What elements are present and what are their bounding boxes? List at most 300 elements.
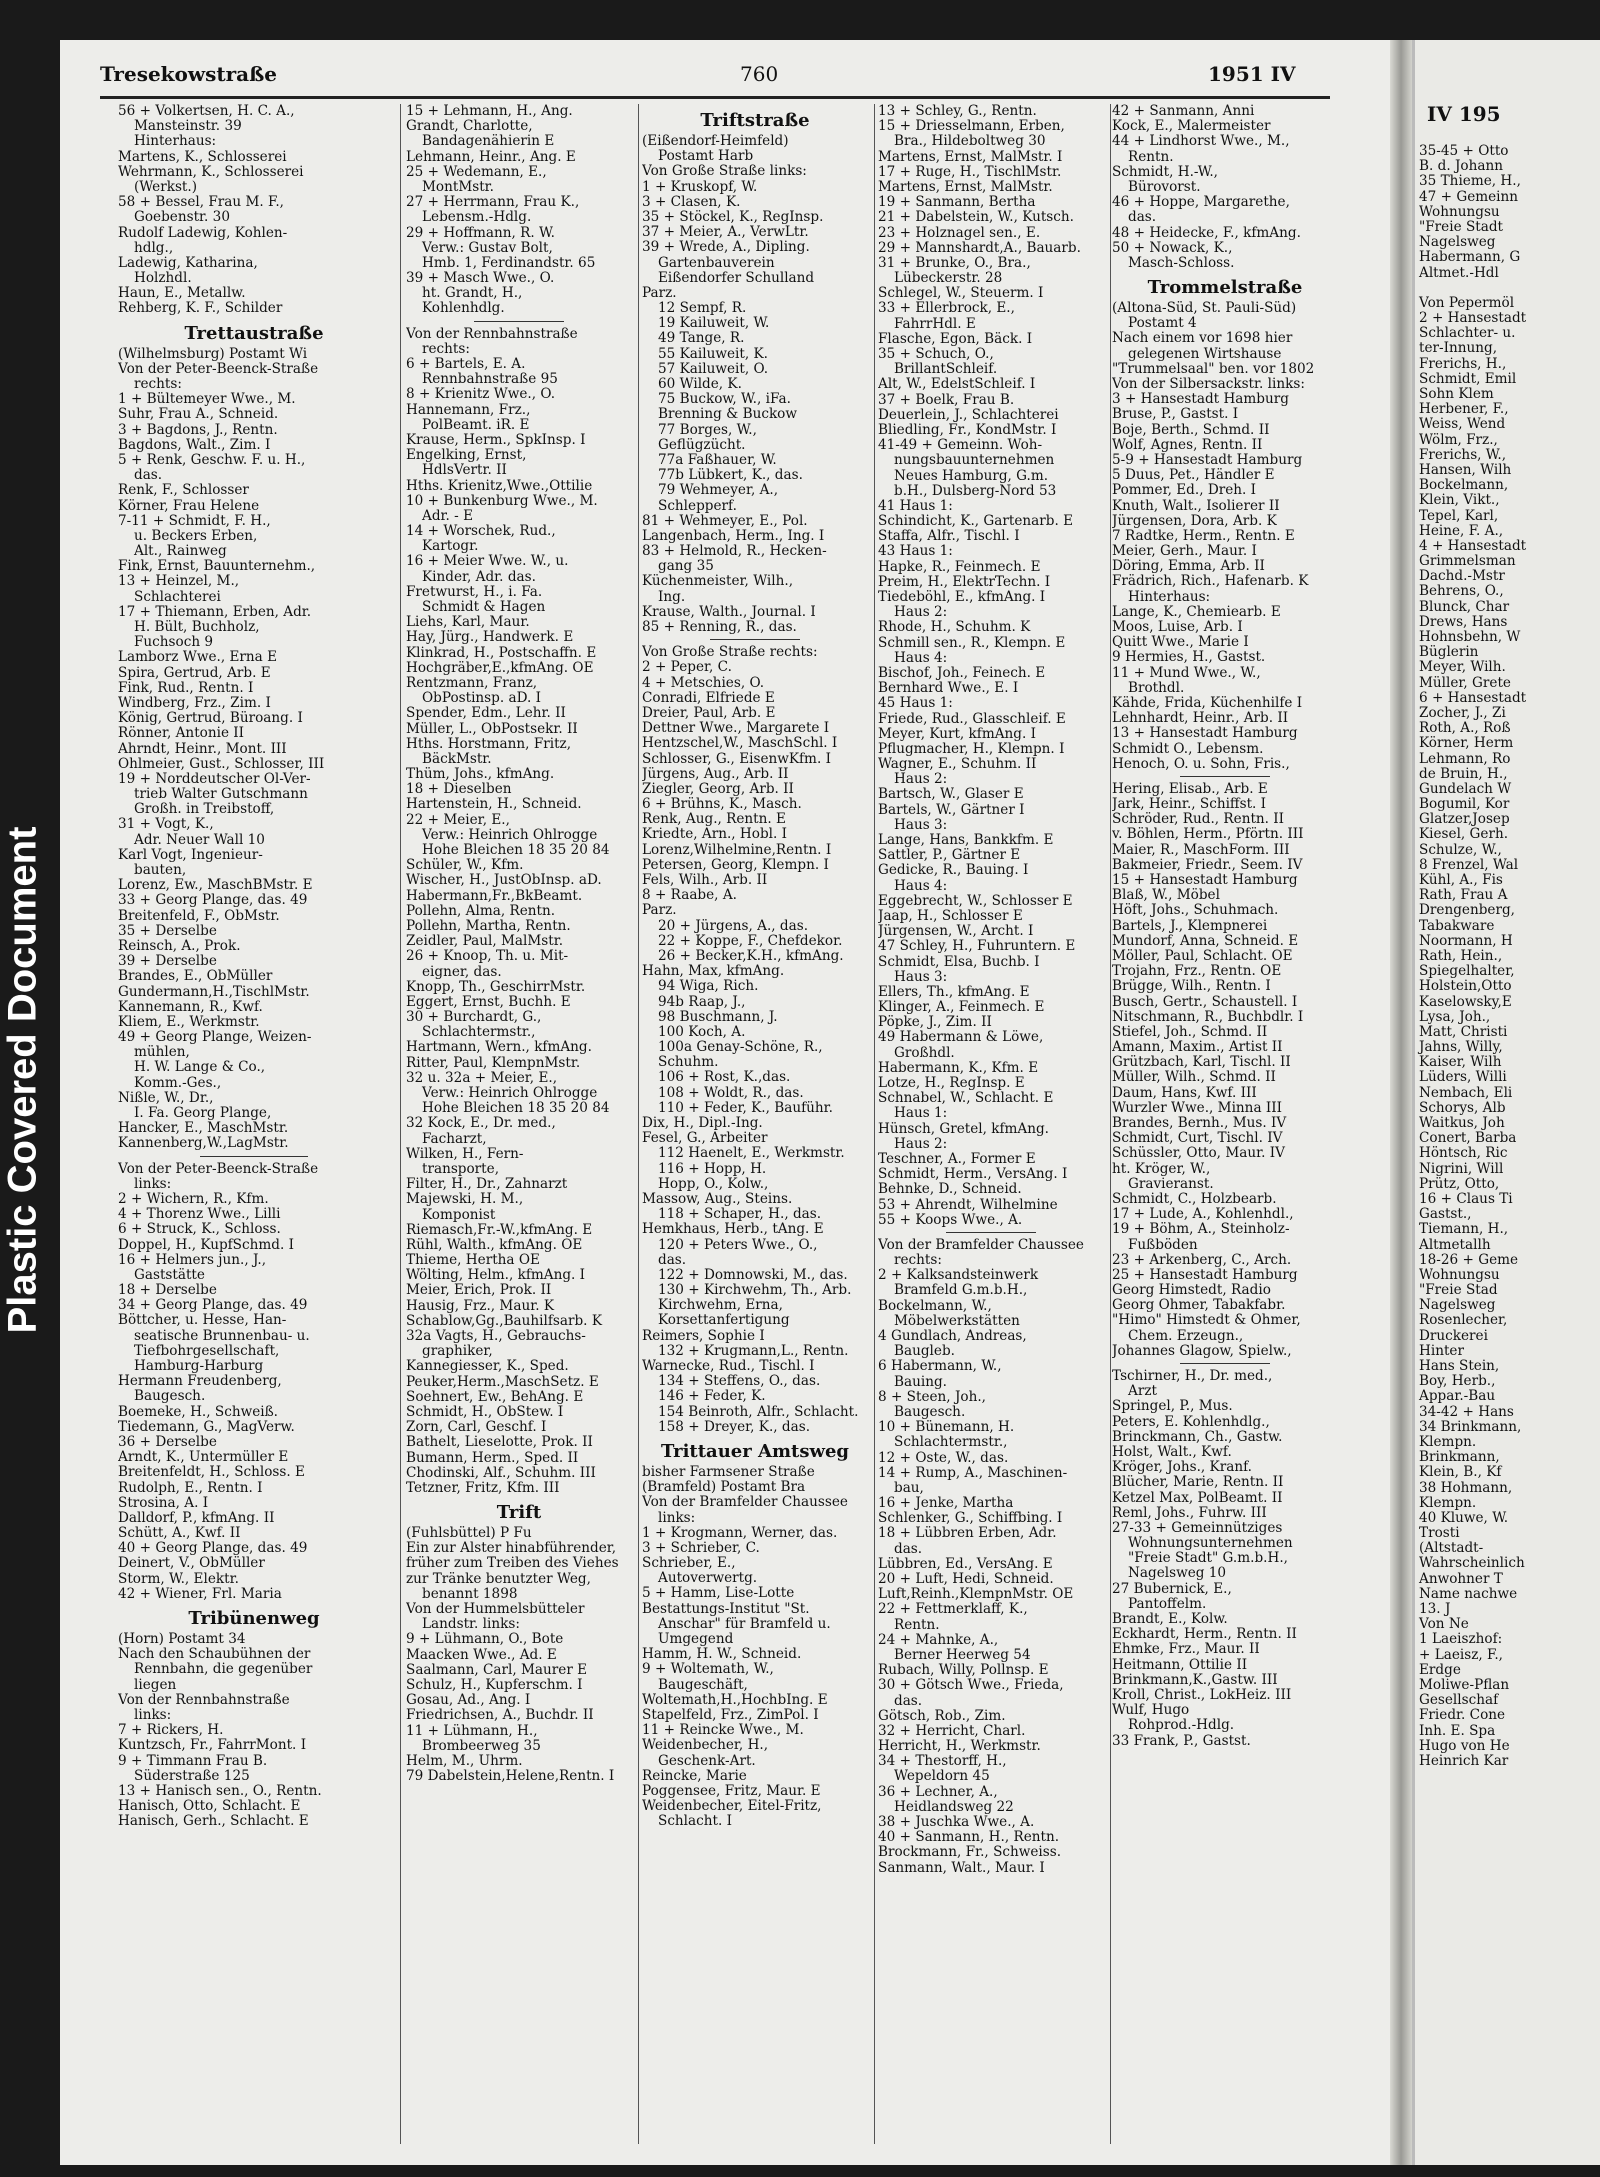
directory-entry: 24 + Mahnke, A.,: [878, 1632, 999, 1648]
directory-entry: 98 Buschmann, J.: [658, 1009, 778, 1025]
directory-entry: Haus 2:: [894, 772, 948, 788]
directory-entry: Busch, Gertr., Schaustell. I: [1112, 994, 1298, 1010]
directory-entry: Lorenz,Wilhelmine,Rentn. I: [642, 842, 832, 858]
directory-entry: + Laeisz, F.,: [1419, 1647, 1503, 1663]
directory-entry: Knuth, Walt., Isolierer II: [1112, 498, 1280, 514]
directory-entry: Chem. Erzeugn.,: [1128, 1328, 1244, 1344]
directory-entry: Dreier, Paul, Arb. E: [642, 705, 776, 721]
directory-entry: Wohnungsunternehmen: [1128, 1536, 1293, 1552]
directory-entry: Rennbahn, die gegenüber: [134, 1662, 313, 1678]
directory-entry: Höntsch, Ric: [1419, 1146, 1508, 1162]
directory-entry: 42 + Wiener, Frl. Maria: [118, 1586, 282, 1602]
directory-entry: Roth, A., Roß: [1419, 721, 1511, 737]
directory-entry: Drengenberg,: [1419, 903, 1515, 919]
directory-entry: 5 + Renk, Geschw. F. u. H.,: [118, 452, 306, 468]
directory-entry: 57 Kailuweit, O.: [658, 361, 769, 377]
directory-entry: 55 + Koops Wwe., A.: [878, 1212, 1023, 1228]
directory-entry: 146 + Feder, K.: [658, 1389, 766, 1405]
directory-entry: Goebenstr. 30: [134, 210, 230, 226]
directory-entry: 37 + Meier, A., VerwLtr.: [642, 225, 809, 241]
directory-entry: Suhr, Frau A., Schneid.: [118, 407, 279, 423]
street-heading: Triftstraße: [700, 110, 810, 131]
directory-entry: Wischer, H., JustObInsp. aD.: [406, 873, 602, 889]
directory-entry: rechts:: [422, 341, 470, 357]
directory-entry: Hinterhaus:: [134, 134, 217, 150]
directory-entry: Mansteinstr. 39: [134, 119, 242, 135]
directory-entry: 40 + Sanmann, H., Rentn.: [878, 1830, 1060, 1846]
directory-entry: 23 + Arkenberg, C., Arch.: [1112, 1252, 1292, 1268]
directory-entry: 13 + Heinzel, M.,: [118, 574, 240, 590]
directory-entry: Alt, W., EdelstSchleif. I: [878, 377, 1036, 393]
side-label: Plastic Covered Document: [0, 826, 45, 1334]
directory-entry: Kaselowsky,E: [1419, 994, 1512, 1010]
directory-entry: Schütt, A., Kwf. II: [118, 1526, 241, 1542]
directory-entry: Pollehn, Martha, Rentn.: [406, 918, 571, 934]
directory-entry: rechts:: [894, 1253, 942, 1269]
directory-entry: Brügge, Wilh., Rentn. I: [1112, 979, 1271, 995]
directory-entry: 49 + Georg Plange, Weizen-: [118, 1030, 312, 1046]
directory-entry: 58 + Bessel, Frau M. F.,: [118, 195, 284, 211]
directory-entry: 34 + Georg Plange, das. 49: [118, 1298, 308, 1314]
directory-entry: Von Pepermöl: [1419, 295, 1515, 311]
directory-entry: Eckhardt, Herm., Rentn. II: [1112, 1627, 1297, 1643]
directory-entry: 29 + Hoffmann, R. W.: [406, 225, 555, 241]
directory-entry: Postamt Harb: [658, 149, 754, 165]
column-3: [642, 104, 868, 1829]
directory-entry: Hannemann, Frz.,: [406, 402, 531, 418]
column-4: [878, 104, 1104, 1876]
directory-entry: 39 + Wrede, A., Dipling.: [642, 240, 810, 256]
directory-entry: Arndt, K., Untermüller E: [118, 1450, 289, 1466]
directory-entry: Komm.-Ges.,: [134, 1075, 222, 1091]
directory-entry: Doppel, H., KupfSchmd. I: [118, 1237, 294, 1253]
directory-entry: 42 + Sanmann, Anni: [1112, 104, 1255, 119]
directory-entry: 44 + Lindhorst Wwe., M.,: [1112, 134, 1290, 150]
directory-entry: Knopp, Th., GeschirrMstr.: [406, 979, 586, 995]
directory-entry: 40 + Georg Plange, das. 49: [118, 1541, 308, 1557]
directory-entry: 47 + Gemeinn: [1419, 189, 1519, 205]
directory-entry: (Werkst.): [134, 179, 198, 195]
directory-entry: Stapelfeld, Frz., ZimPol. I: [642, 1707, 819, 1723]
directory-entry: Hanisch, Gerh., Schlacht. E: [118, 1814, 309, 1830]
directory-entry: Moos, Luise, Arb. I: [1112, 620, 1243, 635]
directory-entry: 7-11 + Schmidt, F. H.,: [118, 513, 271, 529]
directory-entry: Fuchsoch 9: [134, 635, 214, 651]
directory-entry: 32 Kock, E., Dr. med.,: [406, 1116, 556, 1132]
directory-entry: Müller, Wilh., Schmd. II: [1112, 1070, 1276, 1086]
directory-entry: 79 Wehmeyer, A.,: [658, 483, 779, 499]
directory-entry: Nagelsweg: [1419, 1298, 1496, 1314]
directory-entry: Bogumil, Kor: [1419, 797, 1510, 813]
directory-entry: 13 + Hanisch sen., O., Rentn.: [118, 1783, 322, 1799]
directory-entry: Springel, P., Mus.: [1112, 1399, 1233, 1415]
directory-entry: Haus 2:: [894, 605, 948, 621]
directory-entry: Brandt, E., Kolw.: [1112, 1612, 1228, 1627]
directory-entry: 36 + Derselbe: [118, 1434, 217, 1450]
directory-entry: H. Bült, Buchholz,: [134, 620, 260, 635]
header-street: Tresekowstraße: [100, 62, 278, 86]
directory-entry: Rentn.: [894, 1617, 940, 1633]
directory-entry: transporte,: [422, 1161, 500, 1177]
directory-entry: Großhdl.: [894, 1045, 955, 1061]
directory-entry: Rohprod.-Hdlg.: [1128, 1718, 1235, 1734]
directory-entry: Fretwurst, H., i. Fa.: [406, 584, 543, 600]
street-heading: Trosti: [1419, 1526, 1460, 1542]
directory-entry: liegen: [134, 1677, 177, 1693]
directory-entry: Petersen, Georg, Klempn. I: [642, 857, 829, 873]
directory-entry: Möbelwerkstätten: [894, 1313, 1020, 1329]
directory-entry: 1 Laeiszhof:: [1419, 1632, 1503, 1648]
directory-entry: 32a Vagts, H., Gebrauchs-: [406, 1329, 586, 1344]
directory-entry: Wohnungsu: [1419, 204, 1500, 220]
directory-entry: Grützbach, Karl, Tischl. II: [1112, 1055, 1291, 1071]
directory-entry: Tepel, Karl,: [1419, 508, 1499, 524]
directory-entry: Frerichs, H.,: [1419, 356, 1507, 372]
directory-entry: Schmidt, C., Holzbearb.: [1112, 1191, 1277, 1207]
directory-entry: Schlepperf.: [658, 498, 737, 514]
directory-entry: Woltemath,H.,HochbIng. E: [642, 1692, 828, 1708]
directory-entry: 100 Koch, A.: [658, 1024, 746, 1040]
directory-entry: Sattler, P., Gärtner E: [878, 848, 1021, 864]
header-year: 1951 IV: [1208, 62, 1296, 86]
directory-entry: I. Fa. Georg Plange,: [134, 1106, 272, 1121]
directory-entry: Gosau, Ad., Ang. I: [406, 1693, 531, 1709]
directory-entry: 18 + Dieselben: [406, 782, 512, 798]
directory-entry: Kroll, Christ., LokHeiz. III: [1112, 1687, 1292, 1703]
directory-entry: Postamt 4: [1128, 316, 1197, 332]
directory-entry: 13. J: [1419, 1602, 1451, 1617]
directory-entry: Anschar" für Bramfeld u.: [658, 1616, 831, 1632]
directory-entry: Hermann Freudenberg,: [118, 1374, 282, 1390]
directory-entry: Rubach, Willy, Pollnsp. E: [878, 1663, 1049, 1679]
directory-entry: 12 + Oste, W., das.: [878, 1450, 1009, 1466]
directory-entry: Conert, Barba: [1419, 1131, 1517, 1147]
directory-entry: Reincke, Marie: [642, 1768, 747, 1784]
directory-entry: Moliwe-Pflan: [1419, 1677, 1510, 1693]
directory-entry: 4 + Metschies, O.: [642, 675, 765, 691]
directory-entry: 23 + Holznagel sen., E.: [878, 225, 1041, 241]
directory-entry: Verw.: Heinrich Ohlrogge: [422, 1086, 598, 1101]
directory-entry: 60 Wilde, K.: [658, 377, 742, 392]
directory-entry: Waitkus, Joh: [1419, 1116, 1505, 1131]
directory-entry: Rennbahnstraße 95: [422, 372, 558, 388]
directory-entry: Wepeldorn 45: [894, 1769, 990, 1785]
directory-entry: Gravieranst.: [1128, 1176, 1214, 1192]
directory-entry: 31 + Vogt, K.,: [118, 817, 214, 833]
directory-entry: Blaß, W., Möbel: [1112, 888, 1220, 904]
directory-entry: Nagelsweg: [1419, 235, 1496, 251]
directory-entry: Schröder, Rud., Rentn. II: [1112, 812, 1285, 828]
directory-entry: Schlachterei: [134, 589, 221, 605]
directory-entry: Bischof, Joh., Feinech. E: [878, 665, 1046, 681]
directory-entry: Adr. - E: [422, 508, 474, 524]
directory-entry: Haus 3:: [894, 817, 948, 833]
directory-entry: Von der Hummelsbütteler: [406, 1602, 585, 1617]
directory-entry: 29 + Mannshardt,A., Bauarb.: [878, 240, 1081, 256]
next-page: [1412, 40, 1600, 2165]
directory-entry: Engelking, Ernst,: [406, 448, 527, 464]
directory-entry: Kriedte, Arn., Hobl. I: [642, 827, 788, 843]
directory-entry: 20 + Luft, Hedi, Schneid.: [878, 1572, 1054, 1587]
directory-entry: 13 + Schley, G., Rentn.: [878, 104, 1037, 119]
directory-entry: 35-45 + Otto: [1419, 144, 1509, 159]
directory-entry: Von der Peter-Beenck-Straße: [118, 1161, 319, 1177]
directory-entry: Schmidt, Curt, Tischl. IV: [1112, 1131, 1283, 1147]
directory-entry: 5-9 + Hansestadt Hamburg: [1112, 452, 1303, 468]
directory-entry: Schmidt, Emil: [1419, 371, 1517, 387]
next-page-column: [1415, 144, 1600, 1769]
directory-entry: Jark, Heinr., Schiffst. I: [1112, 797, 1267, 813]
directory-entry: Pantoffelm.: [1128, 1596, 1207, 1612]
directory-entry: Herbener, F.,: [1419, 402, 1509, 418]
directory-entry: Rath, Frau A: [1419, 888, 1508, 904]
directory-entry: Holzhdl.: [134, 271, 192, 287]
directory-entry: Heinrich Kar: [1419, 1753, 1509, 1769]
directory-entry: Nembach, Eli: [1419, 1085, 1513, 1101]
directory-entry: 6 + Brühns, K., Masch.: [642, 797, 802, 813]
directory-entry: 26 + Becker,K.H., kfmAng.: [658, 948, 844, 964]
directory-entry: 17 + Lude, A., Kohlenhdl.,: [1112, 1207, 1294, 1223]
street-heading: Trommelstraße: [1147, 277, 1303, 299]
directory-entry: Hünsch, Gretel, kfmAng.: [878, 1121, 1050, 1137]
directory-entry: Chodinski, Alf., Schuhm. III: [406, 1465, 596, 1481]
directory-entry: 33 + Ellerbrock, E.,: [878, 301, 1015, 317]
directory-entry: Georg Ohmer, Tabakfabr.: [1112, 1298, 1286, 1314]
directory-entry: bisher Farmsener Straße: [642, 1464, 815, 1480]
directory-entry: 4 + Hansestadt: [1419, 538, 1527, 554]
column-divider: [638, 104, 639, 2144]
directory-entry: Bernhard Wwe., E. I: [878, 681, 1019, 697]
directory-entry: Bockelmann, W.,: [878, 1298, 992, 1314]
directory-entry: 7 + Rickers, H.: [118, 1723, 224, 1739]
directory-entry: Schlosser, G., EisenwKfm. I: [642, 751, 831, 767]
directory-entry: Zeidler, Paul, MalMstr.: [406, 934, 564, 950]
directory-entry: 16 + Jenke, Martha: [878, 1496, 1014, 1512]
directory-entry: 25 + Wedemann, E.,: [406, 164, 547, 180]
directory-entry: Friedr. Cone: [1419, 1708, 1506, 1724]
directory-entry: 116 + Hopp, H.: [658, 1161, 767, 1177]
directory-entry: Mundorf, Anna, Schneid. E: [1112, 933, 1299, 949]
directory-entry: Poggensee, Fritz, Maur. E: [642, 1783, 821, 1799]
directory-entry: Fesel, G., Arbeiter: [642, 1131, 768, 1147]
directory-entry: Hausig, Frz., Maur. K: [406, 1298, 555, 1314]
directory-entry: Sanmann, Walt., Maur. I: [878, 1860, 1045, 1876]
directory-entry: Bramfeld G.m.b.H.,: [894, 1283, 1028, 1299]
directory-entry: 130 + Kirchwehm, Th., Arb.: [658, 1283, 852, 1299]
directory-entry: Krause, Walth., Journal. I: [642, 604, 816, 620]
directory-entry: 22 + Meier, E.,: [406, 812, 510, 828]
directory-entry: trieb Walter Gutschmann: [134, 787, 308, 803]
directory-entry: Storm, W., Elektr.: [118, 1571, 239, 1587]
directory-entry: HdlsVertr. II: [422, 463, 507, 479]
directory-entry: Baugeschäft,: [658, 1677, 748, 1693]
directory-entry: Peuker,Herm.,MaschSetz. E: [406, 1374, 599, 1390]
directory-entry: Holst, Walt., Kwf.: [1112, 1444, 1232, 1460]
directory-entry: 1 + Krogmann, Werner, das.: [642, 1525, 838, 1541]
directory-entry: 39 + Masch Wwe., O.: [406, 271, 555, 287]
directory-entry: 8 + Krienitz Wwe., O.: [406, 387, 556, 403]
directory-entry: Hemkhaus, Herb., tAng. E: [642, 1222, 824, 1238]
book-gutter: [1390, 40, 1412, 2165]
directory-entry: Müller, L., ObPostsekr. II: [406, 721, 578, 737]
directory-entry: Preim, H., ElektrTechn. I: [878, 574, 1051, 590]
directory-entry: Flasche, Egon, Bäck. I: [878, 331, 1033, 347]
directory-entry: Bandagenähierin E: [422, 134, 555, 150]
directory-entry: Wölting, Helm., kfmAng. I: [406, 1268, 586, 1284]
directory-entry: Schlegel, W., Steuerm. I: [878, 286, 1044, 302]
directory-entry: Lebensm.-Hdlg.: [422, 210, 532, 226]
directory-entry: Rönner, Antonie II: [118, 726, 245, 742]
directory-entry: Hans Stein,: [1419, 1359, 1500, 1374]
directory-entry: Baugesch.: [894, 1404, 966, 1420]
directory-entry: rechts:: [134, 377, 182, 392]
directory-entry: 11 + Mund Wwe., W.,: [1112, 665, 1261, 681]
directory-entry: 53 + Ahrendt, Wilhelmine: [878, 1197, 1058, 1213]
directory-entry: 37 + Boelk, Frau B.: [878, 392, 1015, 408]
directory-entry: 11 + Reincke Wwe., M.: [642, 1723, 804, 1739]
directory-entry: 14 + Rump, A., Maschinen-: [878, 1465, 1068, 1481]
directory-entry: Boje, Berth., Schmd. II: [1112, 422, 1270, 438]
directory-entry: links:: [134, 1176, 172, 1192]
directory-entry: Parz.: [642, 903, 677, 919]
directory-entry: 3 + Hansestadt Hamburg: [1112, 392, 1289, 408]
directory-entry: "Trummelsaal" ben. vor 1802: [1112, 361, 1315, 377]
directory-entry: Geflügzücht.: [658, 437, 746, 453]
directory-entry: Ein zur Alster hinabführender,: [406, 1541, 617, 1557]
directory-entry: Noormann, H: [1419, 933, 1513, 949]
directory-entry: Renk, F., Schlosser: [118, 483, 249, 499]
directory-entry: Ahrndt, Heinr., Mont. III: [118, 741, 287, 757]
directory-entry: das.: [134, 468, 163, 484]
directory-entry: Jürgens, Aug., Arb. II: [642, 766, 789, 782]
directory-entry: 38 Hohmann,: [1419, 1480, 1513, 1496]
directory-entry: Pollehn, Alma, Rentn.: [406, 903, 556, 919]
directory-entry: Rentn.: [1128, 149, 1174, 165]
directory-entry: Wehrmann, K., Schlosserei: [118, 164, 304, 180]
directory-entry: Kannegiesser, K., Sped.: [406, 1359, 569, 1375]
directory-entry: 33 + Georg Plange, das. 49: [118, 893, 308, 909]
directory-entry: Zocher, J., Zi: [1419, 705, 1506, 721]
directory-entry: Thüm, Johs., kfmAng.: [406, 767, 555, 783]
directory-entry: Helm, M., Uhrm.: [406, 1753, 523, 1769]
directory-entry: Hmb. 1, Ferdinandstr. 65: [422, 255, 596, 271]
directory-entry: Spiegelhalter,: [1419, 964, 1515, 980]
directory-entry: Massow, Aug., Steins.: [642, 1191, 793, 1207]
directory-entry: Schüssler, Otto, Maur. IV: [1112, 1146, 1285, 1162]
directory-entry: Kaiser, Wilh: [1419, 1055, 1502, 1071]
directory-entry: Henoch, O. u. Sohn, Fris.,: [1112, 756, 1290, 772]
directory-entry: Rühl, Walth., kfmAng. OE: [406, 1237, 583, 1253]
directory-entry: Teschner, A., Former E: [878, 1151, 1036, 1167]
directory-entry: bauten,: [134, 863, 187, 878]
directory-entry: ter-Innung,: [1419, 341, 1498, 357]
directory-entry: 18-26 + Geme: [1419, 1252, 1519, 1268]
directory-entry: 17 + Thiemann, Erben, Adr.: [118, 604, 312, 620]
directory-entry: 94 Wiga, Rich.: [658, 979, 759, 995]
directory-entry: Klein, Vikt.,: [1419, 493, 1500, 509]
directory-entry: das.: [1128, 210, 1157, 226]
directory-entry: Liehs, Karl, Maur.: [406, 615, 530, 631]
section-separator: [1112, 1359, 1338, 1369]
directory-entry: Bartels, W., Gärtner I: [878, 802, 1025, 818]
directory-entry: v. Böhlen, Herm., Pförtn. III: [1112, 827, 1304, 843]
directory-entry: Ohlmeier, Gust., Schlosser, III: [118, 756, 325, 772]
directory-entry: 19 + Norddeutscher Ol-Ver-: [118, 771, 311, 787]
directory-entry: 17 + Ruge, H., TischlMstr.: [878, 164, 1062, 180]
directory-entry: 75 Buckow, W., iFa.: [658, 392, 791, 408]
section-separator: [406, 317, 632, 327]
section-separator: [878, 1228, 1104, 1238]
directory-entry: 19 + Sanmann, Bertha: [878, 195, 1036, 211]
directory-entry: Müller, Grete: [1419, 675, 1511, 691]
directory-entry: Martens, K., Schlosserei: [118, 149, 287, 165]
directory-entry: ht. Kröger, W.,: [1112, 1161, 1211, 1177]
directory-entry: 9 Hermies, H., Gastst.: [1112, 650, 1266, 666]
directory-entry: 32 + Herricht, Charl.: [878, 1723, 1026, 1739]
directory-entry: Verw.: Gustav Bolt,: [422, 240, 553, 256]
column-divider: [1110, 104, 1111, 2144]
directory-entry: Hering, Elisab., Arb. E: [1112, 781, 1268, 797]
directory-entry: Conradi, Elfriede E: [642, 690, 775, 706]
directory-entry: Eggert, Ernst, Buchh. E: [406, 994, 571, 1010]
directory-entry: Bliedling, Fr., KondMstr. I: [878, 422, 1057, 438]
directory-entry: Dix, H., Dipl.-Ing.: [642, 1116, 763, 1131]
directory-entry: Bathelt, Lieselotte, Prok. II: [406, 1435, 593, 1451]
directory-entry: Von Große Straße links:: [642, 164, 807, 180]
directory-entry: Nigrini, Will: [1419, 1161, 1504, 1177]
next-page-header: IV 195: [1427, 102, 1501, 126]
directory-entry: 13 + Hansestadt Hamburg: [1112, 726, 1298, 742]
directory-entry: Reinsch, A., Prok.: [118, 938, 241, 954]
directory-entry: 8 + Raabe, A.: [642, 888, 737, 904]
directory-entry: das.: [894, 1693, 923, 1709]
directory-entry: Schlacht. I: [658, 1814, 732, 1830]
directory-entry: Tiedemann, G., MagVerw.: [118, 1419, 295, 1435]
directory-entry: 31 + Brunke, O., Bra.,: [878, 255, 1031, 271]
directory-entry: Nach einem vor 1698 hier: [1112, 331, 1293, 347]
directory-entry: Rehberg, K. F., Schilder: [118, 301, 283, 317]
directory-entry: 94b Raap, J.,: [658, 994, 746, 1010]
directory-entry: Behnke, D., Schneid.: [878, 1182, 1022, 1198]
directory-entry: 2 + Wichern, R., Kfm.: [118, 1191, 269, 1207]
directory-entry: Nagelsweg 10: [1128, 1566, 1227, 1582]
directory-entry: Habermann, K., Kfm. E: [878, 1060, 1039, 1076]
directory-entry: 79 Dabelstein,Helene,Rentn. I: [406, 1769, 615, 1785]
directory-entry: Weidenbecher, H.,: [642, 1738, 769, 1754]
directory-entry: 49 Tange, R.: [658, 331, 745, 347]
directory-entry: (Altstadt-: [1419, 1541, 1484, 1557]
directory-entry: ObPostinsp. aD. I: [422, 691, 542, 707]
directory-entry: Schmidt, H.-W.,: [1112, 164, 1218, 180]
directory-entry: Luft,Reinh.,KlempnMstr. OE: [878, 1587, 1074, 1603]
directory-entry: 55 Kailuweit, K.: [658, 346, 768, 362]
directory-entry: 122 + Domnowski, M., das.: [658, 1267, 848, 1283]
directory-entry: Baugesch.: [134, 1389, 206, 1405]
directory-entry: 32 u. 32a + Meier, E.,: [406, 1070, 558, 1086]
directory-entry: 11 + Lühmann, H.,: [406, 1723, 538, 1739]
directory-entry: Schlenker, G., Schiffbing. I: [878, 1511, 1063, 1527]
directory-entry: Klinkrad, H., Postschaffn. E: [406, 645, 597, 661]
directory-entry: Verw.: Heinrich Ohlrogge: [422, 827, 598, 843]
directory-entry: Heitmann, Ottilie II: [1112, 1657, 1248, 1673]
directory-entry: Autoverwertg.: [658, 1571, 758, 1587]
directory-entry: Friedrichsen, A., Buchdr. II: [406, 1708, 594, 1724]
directory-entry: 56 + Volkertsen, H. C. A.,: [118, 104, 295, 119]
directory-entry: Pöpke, J., Zim. II: [878, 1015, 992, 1031]
directory-entry: Korsettanfertigung: [658, 1313, 790, 1329]
directory-entry: 22 + Koppe, F., Chefdekor.: [658, 933, 843, 949]
directory-entry: Matt, Christi: [1419, 1024, 1508, 1040]
